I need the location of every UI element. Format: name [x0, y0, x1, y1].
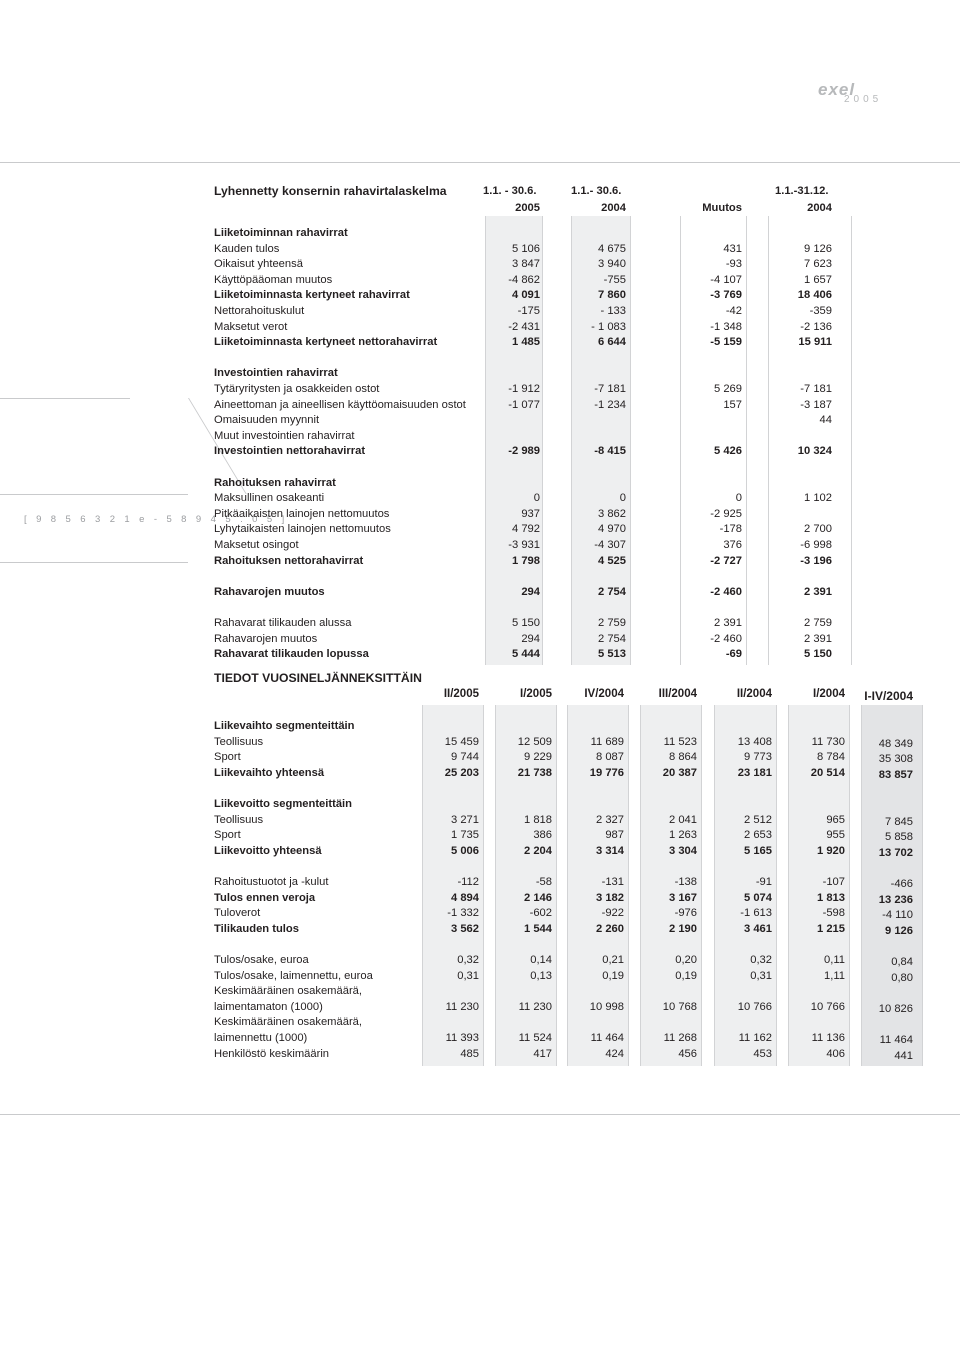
cell-value: 10 826 — [878, 1002, 913, 1015]
cell-value: 21 738 — [517, 766, 552, 779]
cell-value: -93 — [725, 258, 742, 271]
cell-value: - 133 — [600, 305, 626, 317]
cell-value: 83 857 — [878, 768, 913, 781]
cell-value: 5 269 — [714, 383, 742, 395]
cell-value: -112 — [457, 876, 479, 888]
cell-value: -2 460 — [710, 632, 742, 645]
cell-value: 8 784 — [817, 751, 845, 764]
cell-value: 1 215 — [817, 922, 845, 935]
cell-value: 35 308 — [878, 753, 913, 766]
row-label: Rahavarat tilikauden lopussa — [214, 648, 369, 661]
year-header: 2005 — [515, 202, 540, 214]
cell-value: -6 998 — [800, 539, 832, 551]
cell-value: 9 126 — [885, 924, 913, 937]
row-label: Investointien rahavirrat — [214, 367, 338, 380]
cell-value: -1 077 — [508, 398, 540, 411]
cell-value: 4 525 — [598, 554, 626, 567]
cell-value: 11 524 — [518, 1032, 552, 1044]
cell-value: -91 — [755, 876, 772, 888]
cell-value: 0,32 — [750, 954, 772, 966]
header-band — [0, 0, 960, 162]
cell-value: 0,31 — [750, 969, 772, 982]
cell-value: 13 702 — [878, 846, 913, 859]
period-header: 1.1.-31.12. — [775, 185, 829, 197]
quarter-header: II/2004 — [736, 688, 772, 700]
row-label: Teollisuus — [214, 735, 264, 748]
row-label: Liiketoiminnasta kertyneet rahavirrat — [214, 289, 410, 302]
row-label: Liiketoiminnasta kertyneet nettorahavirrat — [214, 336, 438, 349]
cell-value: -4 862 — [508, 273, 540, 286]
cell-value: 19 776 — [589, 766, 624, 779]
row-label: Tuloverot — [214, 907, 261, 920]
cell-value: -8 415 — [594, 445, 626, 458]
cell-value: -2 925 — [710, 507, 742, 520]
row-label: Maksetut osingot — [214, 539, 299, 551]
cell-value: 453 — [753, 1047, 772, 1060]
cell-value: 11 730 — [811, 735, 845, 748]
cell-value: 0,19 — [675, 969, 697, 982]
cell-value: 2 754 — [598, 585, 626, 598]
cell-value: 0,32 — [457, 954, 479, 966]
cell-value: 0,19 — [602, 969, 624, 982]
header-divider — [0, 162, 960, 163]
cell-value: 10 998 — [589, 1000, 624, 1013]
period-header: 1.1.- 30.6. — [571, 185, 622, 197]
cell-value: 1 102 — [804, 492, 832, 505]
cell-value: 11 230 — [518, 1000, 552, 1013]
row-label: Rahavarojen muutos — [214, 632, 318, 645]
cell-value: -4 107 — [710, 273, 742, 286]
quarter-header: I/2004 — [813, 688, 845, 700]
year-header: Muutos — [702, 202, 742, 214]
quarter-header: I/2005 — [520, 688, 552, 700]
row-label: Maksetut verot — [214, 320, 288, 333]
row-label: Tulos/osake, laimennettu, euroa — [214, 969, 373, 982]
cell-value: 25 203 — [444, 766, 479, 779]
decor-line — [0, 494, 188, 495]
cell-value: 8 087 — [596, 751, 624, 764]
cell-value: -2 727 — [710, 554, 742, 567]
cell-value: 2 190 — [669, 922, 697, 935]
cell-value: 294 — [521, 585, 540, 598]
cell-value: 2 700 — [804, 523, 832, 536]
row-label: Rahavarojen muutos — [214, 585, 325, 598]
document-code: [ 9 8 5 6 3 2 1 e - 5 8 9 4 5 . 0 5 ] — [24, 514, 288, 525]
cell-value: 2 327 — [596, 813, 624, 826]
cell-value: 485 — [460, 1047, 479, 1060]
cell-value: 7 860 — [598, 289, 626, 302]
cell-value: 5 074 — [744, 891, 772, 904]
cell-value: -3 187 — [800, 398, 832, 411]
cell-value: 5 444 — [512, 648, 540, 661]
cell-value: -138 — [674, 876, 697, 888]
cell-value: 2 391 — [714, 617, 742, 629]
cell-value: 4 091 — [512, 289, 540, 302]
logo-year: 2005 — [844, 94, 883, 105]
cell-value: -2 989 — [508, 445, 540, 458]
row-label: Pitkäaikaisten lainojen nettomuutos — [214, 507, 390, 520]
cell-value: 1 813 — [817, 891, 845, 904]
cell-value: 0,20 — [675, 954, 697, 966]
year-header: 2004 — [807, 202, 832, 214]
cell-value: 0 — [619, 492, 626, 505]
cell-value: 9 229 — [524, 751, 552, 764]
quarter-header: IV/2004 — [584, 688, 624, 700]
cell-value: 1 263 — [669, 829, 697, 842]
row-label: Aineettoman ja aineellisen käyttöomaisuuden ostot — [214, 398, 466, 411]
cell-value: -175 — [517, 305, 540, 317]
cell-value: 23 181 — [737, 766, 772, 779]
year-header: 2004 — [601, 202, 626, 214]
cell-value: 0,13 — [530, 969, 552, 982]
cell-value: 15 459 — [444, 735, 479, 748]
period-header: 1.1. - 30.6. — [483, 185, 537, 197]
cell-value: 5 150 — [804, 648, 832, 661]
row-label: Käyttöpääoman muutos — [214, 273, 333, 286]
cell-value: -1 348 — [710, 320, 742, 333]
cell-value: -2 460 — [710, 585, 742, 598]
cell-value: -4 110 — [882, 909, 913, 922]
cell-value: -7 181 — [594, 383, 626, 395]
row-label: Liikevaihto yhteensä — [214, 766, 325, 779]
cell-value: 3 562 — [451, 922, 479, 935]
cell-value: 4 894 — [451, 891, 479, 904]
cell-value: 5 165 — [744, 844, 772, 857]
cell-value: 987 — [605, 829, 624, 842]
cell-value: 11 162 — [738, 1032, 772, 1044]
cell-value: -466 — [890, 878, 913, 890]
cell-value: 456 — [678, 1047, 697, 1060]
cell-value: 441 — [894, 1049, 913, 1062]
cell-value: 4 970 — [598, 523, 626, 536]
cell-value: 2 653 — [744, 829, 772, 842]
cell-value: 294 — [521, 632, 540, 645]
row-label: Rahoituksen nettorahavirrat — [214, 554, 364, 567]
row-label: Tilikauden tulos — [214, 922, 299, 935]
cell-value: 424 — [605, 1047, 624, 1060]
cell-value: -1 613 — [740, 907, 772, 920]
cell-value: -4 307 — [594, 539, 626, 551]
row-label: Liikevoitto yhteensä — [214, 844, 322, 857]
cell-value: 11 689 — [590, 735, 624, 748]
cell-value: 0,21 — [602, 954, 624, 966]
cell-value: 0,80 — [891, 971, 913, 984]
cell-value: -976 — [674, 907, 697, 920]
cell-value: 4 792 — [512, 523, 540, 536]
cell-value: -42 — [725, 305, 742, 317]
row-label: laimennettu (1000) — [214, 1032, 308, 1044]
cell-value: - 1 083 — [591, 320, 626, 333]
row-label: laimentamaton (1000) — [214, 1000, 323, 1013]
cell-value: 0,11 — [824, 954, 845, 966]
cell-value: -1 332 — [447, 907, 479, 920]
cell-value: -3 769 — [710, 289, 742, 302]
row-label: Rahoituksen rahavirrat — [214, 476, 336, 489]
cell-value: 3 314 — [596, 844, 624, 857]
row-label: Tytäryritysten ja osakkeiden ostot — [214, 383, 380, 395]
cell-value: -5 159 — [710, 336, 742, 349]
cell-value: 3 182 — [596, 891, 624, 904]
cell-value: 12 509 — [517, 735, 552, 748]
cell-value: 10 324 — [797, 445, 832, 458]
row-label: Tulos/osake, euroa — [214, 954, 309, 966]
cell-value: 2 759 — [804, 617, 832, 629]
cell-value: 2 146 — [524, 891, 552, 904]
exel-logo: exel — [818, 80, 856, 99]
row-label: Maksullinen osakeanti — [214, 492, 325, 505]
cell-value: 9 773 — [744, 751, 772, 764]
cell-value: 1 544 — [524, 922, 552, 935]
cell-value: 10 768 — [662, 1000, 697, 1013]
cell-value: 11 523 — [663, 735, 697, 748]
cell-value: 8 864 — [669, 751, 697, 764]
cell-value: 5 006 — [451, 844, 479, 857]
cell-value: 11 268 — [663, 1032, 697, 1044]
cell-value: 386 — [533, 829, 552, 842]
row-label: Liikevoitto segmenteittäin — [214, 798, 353, 810]
cell-value: -922 — [601, 907, 624, 920]
cell-value: -1 234 — [594, 398, 626, 411]
cell-value: 406 — [826, 1047, 845, 1060]
cell-value: -58 — [535, 876, 552, 888]
cell-value: -1 912 — [508, 383, 540, 395]
cell-value: 11 393 — [445, 1032, 479, 1044]
row-label: Rahoitustuotot ja -kulut — [214, 876, 329, 888]
row-label: Henkilöstö keskimäärin — [214, 1047, 330, 1060]
cell-value: 5 150 — [512, 617, 540, 629]
cell-value: 10 766 — [810, 1000, 845, 1013]
cell-value: 0,31 — [457, 969, 479, 982]
cell-value: -178 — [719, 523, 742, 536]
row-label: Muut investointien rahavirrat — [214, 429, 355, 442]
cell-value: 18 406 — [797, 289, 832, 302]
cell-value: 1 818 — [524, 813, 552, 826]
cell-value: -359 — [809, 305, 832, 317]
quarter-header: I-IV/2004 — [864, 689, 913, 703]
cell-value: 1 657 — [804, 273, 832, 286]
row-label: Keskimääräinen osakemäärä, — [214, 1016, 362, 1029]
quarter-header: II/2005 — [443, 688, 479, 700]
cell-value: 11 136 — [811, 1032, 845, 1044]
cell-value: 5 858 — [885, 831, 913, 844]
cell-value: 3 940 — [598, 258, 626, 271]
cell-value: 417 — [533, 1047, 552, 1060]
cell-value: 15 911 — [798, 336, 832, 349]
cell-value: -2 431 — [508, 320, 540, 333]
cell-value: 0 — [533, 492, 540, 505]
row-label: Keskimääräinen osakemäärä, — [214, 985, 362, 998]
cell-value: 2 391 — [804, 632, 832, 645]
cell-value: 11 464 — [879, 1034, 913, 1046]
row-label: Rahavarat tilikauden alussa — [214, 617, 352, 629]
cell-value: 2 041 — [669, 813, 697, 826]
cell-value: 1,11 — [824, 969, 845, 982]
cell-value: -598 — [822, 907, 845, 920]
decor-line — [0, 562, 188, 563]
cell-value: 0 — [735, 492, 742, 505]
cell-value: 2 260 — [596, 922, 624, 935]
cell-value: 10 766 — [737, 1000, 772, 1013]
cell-value: -131 — [601, 876, 624, 888]
cell-value: 3 461 — [744, 922, 772, 935]
cell-value: 3 304 — [669, 844, 697, 857]
cell-value: 2 512 — [744, 813, 772, 826]
row-label: Sport — [214, 751, 241, 764]
cell-value: 2 759 — [598, 617, 626, 629]
cell-value: 0,84 — [891, 956, 913, 968]
cell-value: 2 391 — [804, 585, 832, 598]
cell-value: -3 196 — [800, 554, 832, 567]
cell-value: 3 862 — [598, 507, 626, 520]
cell-value: 3 271 — [451, 813, 479, 826]
quarter-header: III/2004 — [658, 688, 697, 700]
cell-value: 9 744 — [451, 751, 479, 764]
cell-value: -755 — [603, 273, 626, 286]
cell-value: -107 — [822, 876, 845, 888]
footer-divider — [0, 1114, 960, 1115]
cell-value: 3 847 — [512, 258, 540, 271]
cell-value: 13 408 — [737, 735, 772, 748]
cell-value: 20 514 — [810, 766, 845, 779]
cell-value: 5 513 — [598, 648, 626, 661]
cell-value: 13 236 — [878, 893, 913, 906]
cell-value: 5 106 — [512, 242, 540, 255]
cell-value: 1 485 — [512, 336, 540, 349]
cell-value: 1 798 — [512, 554, 540, 567]
cell-value: -69 — [725, 648, 742, 661]
row-label: Omaisuuden myynnit — [214, 414, 320, 427]
cell-value: 44 — [819, 414, 832, 427]
cell-value: 965 — [826, 813, 845, 826]
cell-value: 1 920 — [817, 844, 845, 857]
row-label: Lyhytaikaisten lainojen nettomuutos — [214, 523, 391, 536]
cell-value: 9 126 — [804, 242, 832, 255]
cell-value: 955 — [826, 829, 845, 842]
cell-value: 937 — [521, 507, 540, 520]
row-label: Sport — [214, 829, 241, 842]
row-label: Oikaisut yhteensä — [214, 258, 303, 271]
cell-value: 376 — [723, 539, 742, 551]
cell-value: 20 387 — [662, 766, 697, 779]
cell-value: -7 181 — [800, 383, 832, 395]
cell-value: 7 623 — [804, 258, 832, 271]
cell-value: 6 644 — [598, 336, 626, 349]
row-label: Nettorahoituskulut — [214, 305, 305, 317]
cash-flow-title: Lyhennetty konsernin rahavirtalaskelma — [214, 184, 447, 198]
cell-value: 0,14 — [530, 954, 552, 966]
decor-line — [0, 398, 130, 399]
cell-value: 1 735 — [451, 829, 479, 842]
row-label: Tulos ennen veroja — [214, 891, 316, 904]
cell-value: 48 349 — [878, 737, 913, 750]
cell-value: 11 464 — [590, 1032, 624, 1044]
cell-value: 4 675 — [598, 242, 626, 255]
cell-value: -3 931 — [508, 539, 540, 551]
cell-value: -2 136 — [800, 320, 832, 333]
cell-value: 5 426 — [714, 445, 742, 458]
row-label: Teollisuus — [214, 813, 264, 826]
cell-value: 11 230 — [445, 1000, 479, 1013]
cell-value: -602 — [529, 907, 552, 920]
cell-value: 3 167 — [669, 891, 697, 904]
quarterly-title: TIEDOT VUOSINELJÄNNEKSITTÄIN — [214, 671, 422, 685]
row-label: Liikevaihto segmenteittäin — [214, 720, 355, 732]
cell-value: 7 845 — [885, 815, 913, 828]
cell-value: 2 204 — [524, 844, 552, 857]
row-label: Investointien nettorahavirrat — [214, 445, 366, 458]
row-label: Liiketoiminnan rahavirrat — [214, 227, 348, 239]
row-label: Kauden tulos — [214, 242, 280, 255]
cell-value: 431 — [723, 242, 742, 255]
cell-value: 2 754 — [598, 632, 626, 645]
cell-value: 157 — [723, 398, 742, 411]
